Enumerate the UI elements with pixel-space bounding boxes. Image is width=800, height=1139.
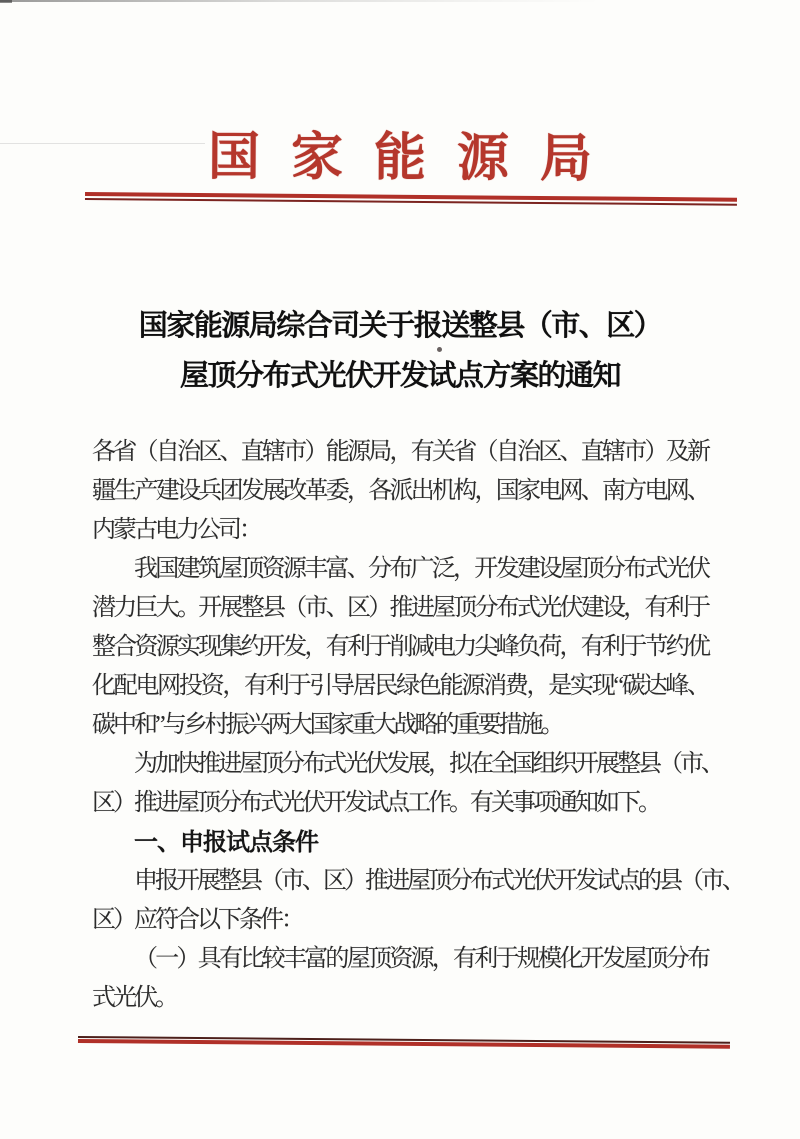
masthead-divider-rule (85, 192, 737, 206)
document-line: 式光伏。 (92, 985, 176, 1011)
footer-divider-rule (78, 1036, 730, 1049)
document-line: （一）具有比较丰富的屋顶资源，有利于规模化开发屋顶分布 (134, 946, 708, 972)
document-line: 内蒙古电力公司： (92, 517, 260, 543)
document-line: 为加快推进屋顶分布式光伏发展，拟在全国组织开展整县（市、 (134, 751, 722, 777)
document-line: 申报开展整县（市、区）推进屋顶分布式光伏开发试点的县（市、 (134, 868, 743, 894)
document-line: 潜力巨大。开展整县（市、区）推进屋顶分布式光伏建设，有利于 (92, 595, 708, 621)
scan-corner-mark (0, 0, 12, 3)
document-line: 整合资源实现集约开发，有利于削减电力尖峰负荷，有利于节约优 (92, 634, 708, 660)
document-title-line-2: 屋顶分布式光伏开发试点方案的通知 (179, 360, 620, 392)
document-line: 碳中和”与乡村振兴两大国家重大战略的重要措施。 (92, 712, 562, 738)
document-title-line-1: 国家能源局综合司关于报送整县（市、区） (138, 310, 662, 342)
document-line: 化配电网投资，有利于引导居民绿色能源消费，是实现“碳达峰、 (92, 673, 708, 699)
agency-masthead: 国家能源局 (207, 128, 624, 189)
document-title (0, 301, 800, 401)
document-line: 区）推进屋顶分布式光伏开发试点工作。有关事项通知如下。 (92, 790, 659, 816)
document-line: 各省（自治区、直辖市）能源局，有关省（自治区、直辖市）及新 (92, 439, 708, 465)
document-line: 我国建筑屋顶资源丰富、分布广泛，开发建设屋顶分布式光伏 (134, 556, 708, 582)
document-body (92, 433, 743, 1018)
document-line: 疆生产建设兵团发展改革委，各派出机构，国家电网、南方电网、 (92, 478, 708, 504)
section-heading: 一、申报试点条件 (134, 829, 318, 856)
document-line: 区）应符合以下条件： (92, 907, 302, 933)
scan-top-edge-artifact (0, 0, 800, 2)
